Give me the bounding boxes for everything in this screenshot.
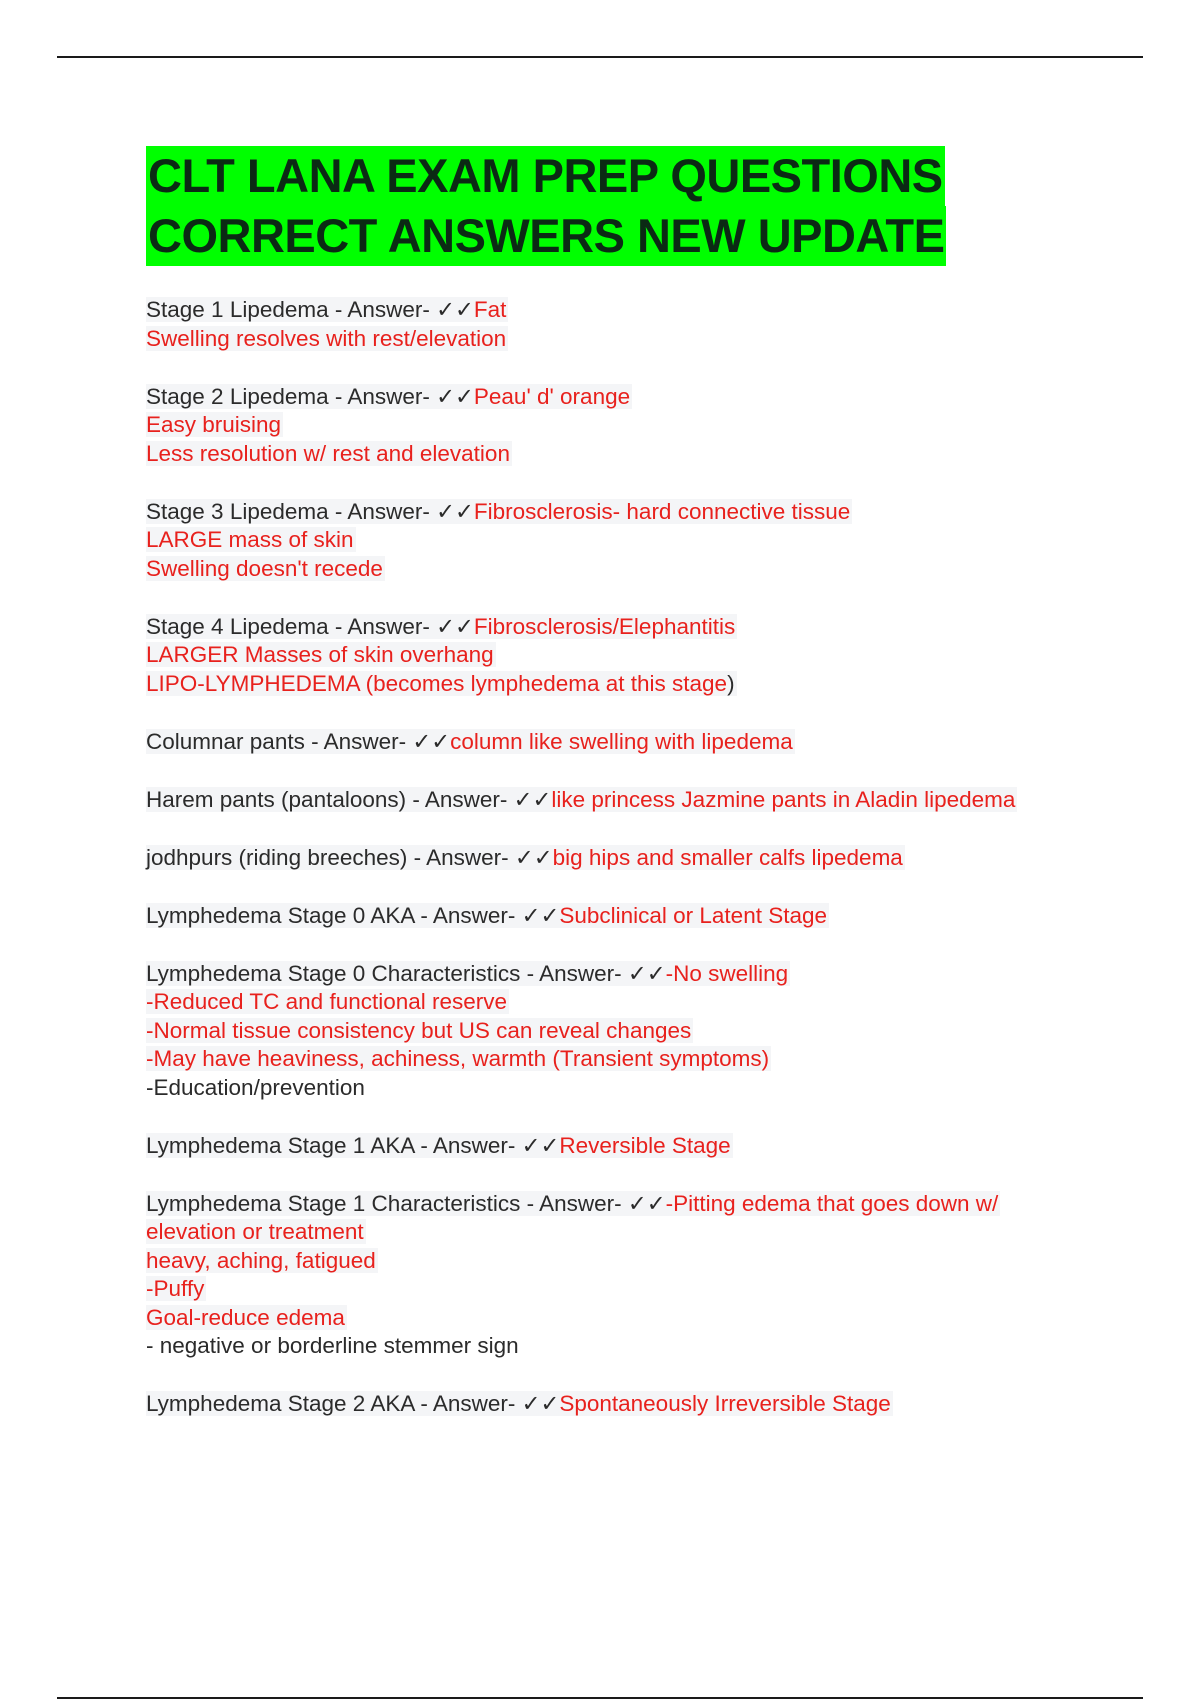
- closing-paren: ): [727, 670, 735, 696]
- question-line: [146, 902, 1136, 931]
- question-line: [146, 613, 1136, 642]
- answer-text: like princess Jazmine pants in Aladin lipedema: [551, 786, 1016, 812]
- question-line: [146, 1190, 1136, 1219]
- question-line: [146, 844, 1136, 873]
- qa-entry: [146, 1132, 1136, 1161]
- question-line: [146, 296, 1136, 325]
- answer-line: [146, 1247, 1136, 1276]
- answer-line: [146, 1017, 1136, 1046]
- answer-line: [146, 1218, 1136, 1247]
- question-text: jodhpurs (riding breeches) - Answer-: [146, 844, 515, 870]
- question-line: [146, 728, 1136, 757]
- qa-entry: [146, 844, 1136, 873]
- checkmark-icon: ✓✓: [436, 297, 474, 322]
- answer-text: Swelling doesn't recede: [146, 555, 383, 581]
- question-text: Stage 4 Lipedema - Answer-: [146, 613, 437, 639]
- question-text: Lymphedema Stage 1 AKA - Answer-: [146, 1132, 522, 1158]
- answer-text: Goal-reduce edema: [146, 1304, 345, 1330]
- answer-text: LIPO-LYMPHEDEMA (becomes lymphedema at this stage: [146, 670, 728, 696]
- title-line-2: CORRECT ANSWERS NEW UPDATE: [146, 206, 946, 266]
- qa-entry: [146, 1390, 1136, 1419]
- question-text: Lymphedema Stage 0 AKA - Answer-: [146, 902, 522, 928]
- question-text: Lymphedema Stage 2 AKA - Answer-: [146, 1391, 522, 1416]
- answer-text: Peau' d' orange: [473, 383, 631, 409]
- answer-text: LARGER Masses of skin overhang: [146, 642, 494, 667]
- question-line: [146, 1132, 1136, 1161]
- checkmark-icon: ✓✓: [436, 498, 474, 524]
- checkmark-icon: ✓✓: [436, 613, 474, 639]
- answer-text: Reversible Stage: [559, 1132, 731, 1158]
- answer-text: -Reduced TC and functional reserve: [146, 989, 508, 1014]
- answer-line: [146, 1332, 1136, 1361]
- answer-text: Fibrosclerosis- hard connective tissue: [473, 498, 851, 524]
- checkmark-icon: ✓✓: [513, 786, 552, 812]
- question-line: [146, 786, 1136, 815]
- answer-line: [146, 988, 1136, 1017]
- qa-entry: [146, 728, 1136, 757]
- checkmark-icon: ✓✓: [412, 728, 451, 754]
- question-line: [146, 960, 1136, 989]
- answer-line: [146, 555, 1136, 584]
- question-line: [146, 383, 1136, 412]
- checkmark-icon: ✓✓: [627, 1190, 666, 1216]
- question-line: [146, 1390, 1136, 1419]
- document-title: [146, 146, 1048, 266]
- question-text: Stage 3 Lipedema - Answer-: [146, 498, 437, 524]
- qa-entry: [146, 1190, 1136, 1361]
- answer-text: -Pitting edema that goes down w/: [665, 1190, 999, 1216]
- answer-line: [146, 1045, 1136, 1074]
- question-text: Lymphedema Stage 1 Characteristics - Answer-: [146, 1190, 628, 1216]
- checkmark-icon: ✓✓: [521, 1391, 560, 1416]
- checkmark-icon: ✓✓: [521, 1132, 560, 1158]
- answer-line: [146, 526, 1136, 555]
- answer-text: -No swelling: [665, 960, 789, 986]
- answer-line: [146, 325, 1136, 354]
- answer-text: Easy bruising: [146, 412, 282, 437]
- answer-text: elevation or treatment: [146, 1219, 364, 1244]
- answer-line: [146, 440, 1136, 469]
- checkmark-icon: ✓✓: [627, 960, 666, 986]
- qa-entry: [146, 296, 1136, 353]
- question-text: Columnar pants - Answer-: [146, 728, 413, 754]
- answer-text: Fibrosclerosis/Elephantitis: [473, 613, 736, 639]
- answer-text: column like swelling with lipedema: [450, 728, 793, 754]
- title-line-1: CLT LANA EXAM PREP QUESTIONS: [146, 146, 945, 206]
- answer-line: [146, 670, 1136, 699]
- checkmark-icon: ✓✓: [436, 383, 474, 409]
- answer-text: big hips and smaller calfs lipedema: [552, 844, 903, 870]
- answer-text: -Puffy: [146, 1276, 205, 1301]
- answer-text: heavy, aching, fatigued: [146, 1247, 376, 1273]
- checkmark-icon: ✓✓: [514, 844, 553, 870]
- answer-text: Less resolution w/ rest and elevation: [146, 440, 510, 466]
- answer-text: LARGE mass of skin: [146, 527, 354, 552]
- answer-text: - negative or borderline stemmer sign: [146, 1333, 519, 1358]
- top-rule: [57, 56, 1143, 58]
- qa-entry: [146, 902, 1136, 931]
- answer-text: Fat: [473, 297, 507, 322]
- answer-line: [146, 1304, 1136, 1333]
- checkmark-icon: ✓✓: [521, 902, 560, 928]
- answer-line: [146, 1074, 1136, 1103]
- answer-text: -Education/prevention: [146, 1074, 365, 1100]
- question-text: Stage 2 Lipedema - Answer-: [146, 383, 437, 409]
- answer-line: [146, 1275, 1136, 1304]
- question-text: Lymphedema Stage 0 Characteristics - Answer-: [146, 960, 628, 986]
- answer-text: -May have heaviness, achiness, warmth (Transient symptoms): [146, 1046, 770, 1071]
- question-line: [146, 498, 1136, 527]
- answer-text: -Normal tissue consistency but US can reveal changes: [146, 1017, 692, 1043]
- qa-list: [146, 296, 1136, 1448]
- answer-text: Spontaneously Irreversible Stage: [559, 1391, 891, 1416]
- answer-text: Swelling resolves with rest/elevation: [146, 325, 507, 351]
- qa-entry: [146, 613, 1136, 699]
- qa-entry: [146, 960, 1136, 1103]
- qa-entry: [146, 498, 1136, 584]
- qa-entry: [146, 786, 1136, 815]
- bottom-rule: [57, 1697, 1143, 1699]
- answer-line: [146, 641, 1136, 670]
- question-text: Harem pants (pantaloons) - Answer-: [146, 786, 514, 812]
- answer-text: Subclinical or Latent Stage: [559, 902, 828, 928]
- qa-entry: [146, 383, 1136, 469]
- question-text: Stage 1 Lipedema - Answer-: [146, 297, 437, 322]
- answer-line: [146, 411, 1136, 440]
